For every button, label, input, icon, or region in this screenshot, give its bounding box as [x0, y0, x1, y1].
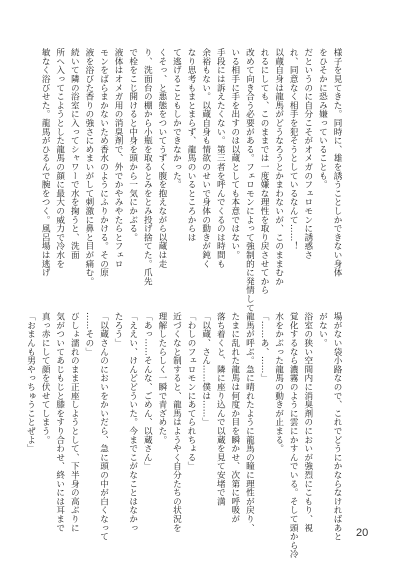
- text-line: ……その」: [83, 312, 94, 356]
- text-line: 「おまんも男やっちゅうことぜよ」: [25, 312, 36, 453]
- text-line: 「以蔵、さん……僕は……」: [200, 312, 211, 427]
- text-line: をひそかに恐み嫌っていることも。: [317, 48, 328, 189]
- text-line: 様子を見てきた。同時に、雄を誘うことしかできない身体: [332, 48, 342, 277]
- text-line: り、洗面台の棚から小瓶を取るとみをとみ投げ捨てた。爪先: [142, 48, 153, 286]
- text-line: 「わしのフェロモンにあてられちょる」: [186, 312, 197, 471]
- text-line: 敏なく浴びせた。龍馬がひるんで腕をつく。風呂場は逃げ: [40, 48, 51, 277]
- text-line: たろう」: [113, 312, 124, 348]
- text-line: 覚化するなら濃霧のように雲にかすんでいる。そして頭から冷: [288, 312, 299, 559]
- text-line: 理解したらしく一瞬で青ざめた。: [156, 312, 167, 444]
- text-line: て逃げることもしかできなかった。: [171, 48, 182, 189]
- text-line: 液体はオメガ用の消臭剤で、外でかやみやたらとフェロ: [113, 48, 124, 268]
- text-line: なり思考もまとまらず、龍馬のいるところからは: [186, 48, 197, 242]
- text-line: 「ええい、けんどどういた。今までこがなことはなかっ: [127, 312, 138, 532]
- text-line: れるにしても、このままでは一度嫌な理性を取り戻させてから: [259, 48, 270, 295]
- text-line: 真っ赤にして顔を伏せてしまう。: [40, 312, 51, 444]
- text-line: 「あっ……そんな、ごめん、以蔵さん」: [142, 312, 153, 471]
- text-line: たまに乱れた龍馬は何度か目を瞬かせ、次第に呼吸が: [229, 312, 240, 524]
- text-line: 場がない袋小路なので、これでどうにかならなければあと: [332, 312, 342, 541]
- text-line: 続いて隣の浴室に入ってシャワーで水を掬うと、洗面: [69, 48, 80, 260]
- text-line: 気がついてあじもじと膝をすり合わせ、終いには耳まで: [54, 312, 65, 532]
- text-line: 以蔵自身は龍馬がどうなろうとかまわないが、このままむか: [273, 48, 284, 286]
- text-line: びしょ濡れのまま正座しようとして、下半身の高ぶりに: [69, 312, 80, 532]
- text-line: いる相手に手を出すのは以蔵としても本意ではない。: [229, 48, 240, 260]
- text-line: 余裕もない。以蔵自身も情欲のせいで身体の動きが鈍く: [200, 48, 211, 268]
- text-line: だというのに自分こそがオメガのフェロモンに誘惑さ: [302, 48, 313, 260]
- text-line: モンをばらまかないため香水のようにふりかける。その原: [98, 48, 109, 277]
- text-line: 浴室の狭い空間内に消臭剤のにおいが強烈にこもり、視: [302, 312, 313, 532]
- text-line: 液を浴びた香りの強さにめまいがして刺激に鼻と目が痛む。: [83, 48, 94, 286]
- text-line: 落ち着くと、隣に座り込んで以蔵を見て安堵で満: [215, 312, 226, 506]
- text-line: 水をかぶった龍馬の動きが止まる。: [273, 312, 284, 453]
- text-line: で栓をこじ開けると中身を頭から一気にかぶる。: [127, 48, 138, 242]
- text-line: 改めて向き合う必要がある。フェロモンによって強制的に発情して: [244, 48, 255, 312]
- text-line: 龍馬が呼ぶ。急に晴れたように龍馬の瞳に理性が戻り、: [244, 312, 255, 532]
- upper-text-block: [40, 48, 344, 312]
- text-line: 近づくなと制すると、龍馬はようやく自分たちの状況を: [171, 312, 182, 532]
- text-line: 「以蔵さんのにおいをかいだら、急に頭の中が白くなって: [98, 312, 109, 541]
- text-line: 手段には訴えたくない。第三者を呼んでくるのは時間も: [215, 48, 226, 268]
- text-line: れ、同意なく相手を犯そうとしているなんて……！: [288, 48, 299, 251]
- text-line: がない。: [317, 312, 328, 348]
- lower-text-block: [25, 312, 344, 559]
- text-line: 「……あ、……」: [259, 312, 270, 383]
- text-line: くそっ、と悪態をついてうずく腹を抱えながら以蔵は走: [156, 48, 167, 268]
- page-number: 20: [356, 527, 369, 539]
- text-line: 所へ入ってこようとした龍馬の顔に最大の威力で冷水を: [54, 48, 65, 268]
